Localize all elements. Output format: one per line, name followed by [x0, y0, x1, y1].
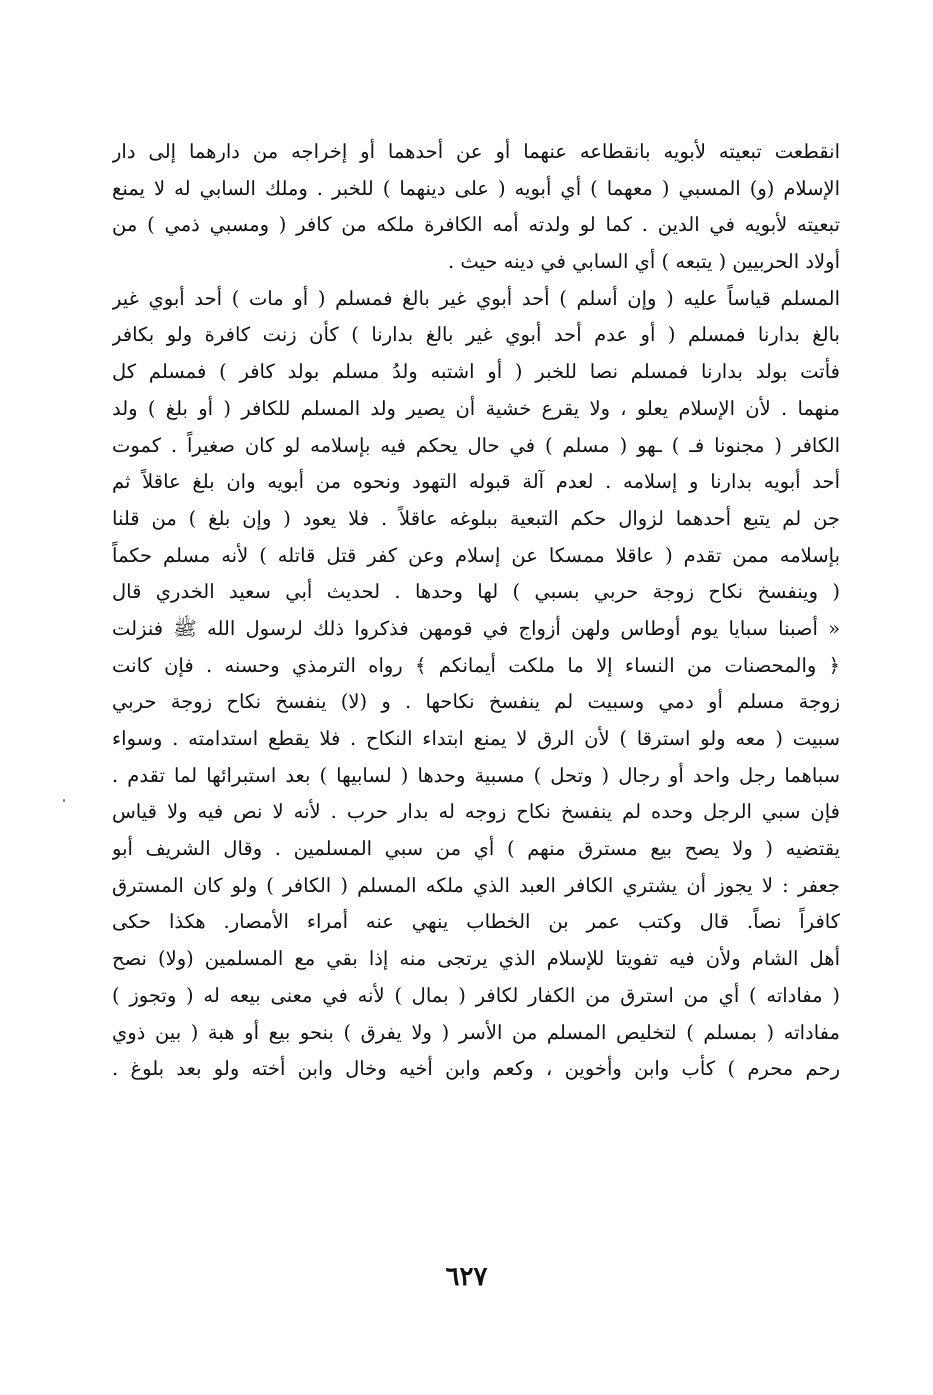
text-line: سباهما رجل واحد أو رجال ( وتحل ) مسبية وحدها ( لسابيها ) بعد استبرائها لما تقدم .	[112, 763, 840, 787]
text-line: فإن سبي الرجل وحده لم ينفسخ نكاح زوجه له بدار حرب . لأنه لا نص فيه ولا قياس	[112, 800, 840, 824]
scan-speck	[63, 799, 65, 802]
text-line: الكافر ( مجنونا فـ ) ـهو ( مسلم ) في حال يحكم فيه بإسلامه لو كان صغيراً . كموت	[112, 433, 840, 457]
text-line: منهما . لأن الإسلام يعلو ، ولا يقرع خشية أن يصير ولد المسلم للكافر ( أو بلغ ) ولد	[112, 396, 840, 420]
text-line: المسلم قياساً عليه ( وإن أسلم ) أحد أبوي غير بالغ فمسلم ( أو مات ) أحد أبوي غير	[112, 286, 840, 310]
text-line: يقتضيه ( ولا يصح بيع مسترق منهم ) أي من سبي المسلمين . وقال الشريف أبو	[112, 837, 840, 861]
page-body	[112, 134, 840, 1234]
text-line: سبيت ( معه ولو استرقا ) لأن الرق لا يمنع ابتداء النكاح . فلا يقطع استدامته . وسواء	[112, 727, 840, 750]
text-line: زوجة مسلم أو دمي وسبيت لم ينفسخ نكاحها . و (لا) ينفسخ نكاح زوجة حربي	[112, 690, 840, 714]
text-line: ( مفاداته ) أي من استرق من الكفار لكافر ( بمال ) لأنه في معنى بيعه له ( وتجوز )	[112, 983, 840, 1007]
text-line: بالغ بدارنا فمسلم ( أو عدم أحد أبوي غير بالغ بدارنا ) كأن زنت كافرة ولو بكافر	[112, 323, 840, 347]
text-line: ( وينفسخ نكاح زوجة حربي بسبي ) لها وحدها . لحديث أبي سعيد الخدري قال	[112, 580, 840, 604]
text-line: كافراً نصاً. قال وكتب عمر بن الخطاب ينهي عنه أمراء الأمصار. هكذا حكى	[112, 910, 840, 934]
text-line: مفاداته ( بمسلم ) لتخليص المسلم من الأسر ( ولا يفرق ) بنحو بيع أو هبة ( بين ذوي	[112, 1020, 840, 1044]
text-line: جعفر : لا يجوز أن يشتري الكافر العبد الذي ملكه المسلم ( الكافر ) ولو كان المسترق	[112, 873, 840, 897]
text-line: جن لم يتبع أحدهما لزوال حكم التبعية ببلوغه عاقلاً . فلا يعود ( وإن بلغ ) من قلنا	[112, 506, 840, 530]
text-line: ﴿ والمحصنات من النساء إلا ما ملكت أيمانكم ﴾ رواه الترمذي وحسنه . فإن كانت	[112, 653, 840, 677]
text-line: أهل الشام ولأن فيه تفويتا للإسلام الذي يرتجى منه إذا بقي مع المسلمين (ولا) نصح	[112, 947, 840, 971]
text-line: تبعيته لأبويه في الدين . كما لو ولدته أمه الكافرة ملكه من كافر ( ومسبي ذمي ) من	[112, 213, 840, 237]
text-line: بإسلامه ممن تقدم ( عاقلا ممسكا عن إسلام وعن كفر قتل قاتله ) لأنه مسلم حكماً	[112, 543, 840, 567]
text-line: انقطعت تبعيته لأبويه بانقطاعه عنهما أو عن أحدهما أو إخراجه من دارهما إلى دار	[112, 140, 840, 163]
text-line: « أصبنا سبايا يوم أوطاس ولهن أزواج في قومهن فذكروا ذلك لرسول الله ﷺ فنزلت	[112, 616, 840, 640]
text-line: الإسلام (و) المسبي ( معهما ) أي أبويه ( على دينهما ) للخبر . وملك السابي له لا يمنع	[112, 176, 840, 200]
text-line: أولاد الحربيين ( يتبعه ) أي السابي في دينه حيث .	[447, 250, 840, 274]
text-line: رحم محرم ) كأب وابن وأخوين ، وكعم وابن أخيه وخال وابن أخته ولو بعد بلوغ .	[112, 1057, 840, 1081]
page-number: ٦٢٧	[445, 1262, 488, 1292]
text-line: أحد أبويه بدارنا و إسلامه . لعدم آلة قبوله التهود ونحوه من أبويه وان بلغ عاقلاً ثم	[112, 470, 840, 494]
text-line: فأتت بولد بدارنا فمسلم نصا للخبر ( أو اشتبه ولدُ مسلم بولد كافر ) فمسلم كل	[112, 360, 840, 384]
